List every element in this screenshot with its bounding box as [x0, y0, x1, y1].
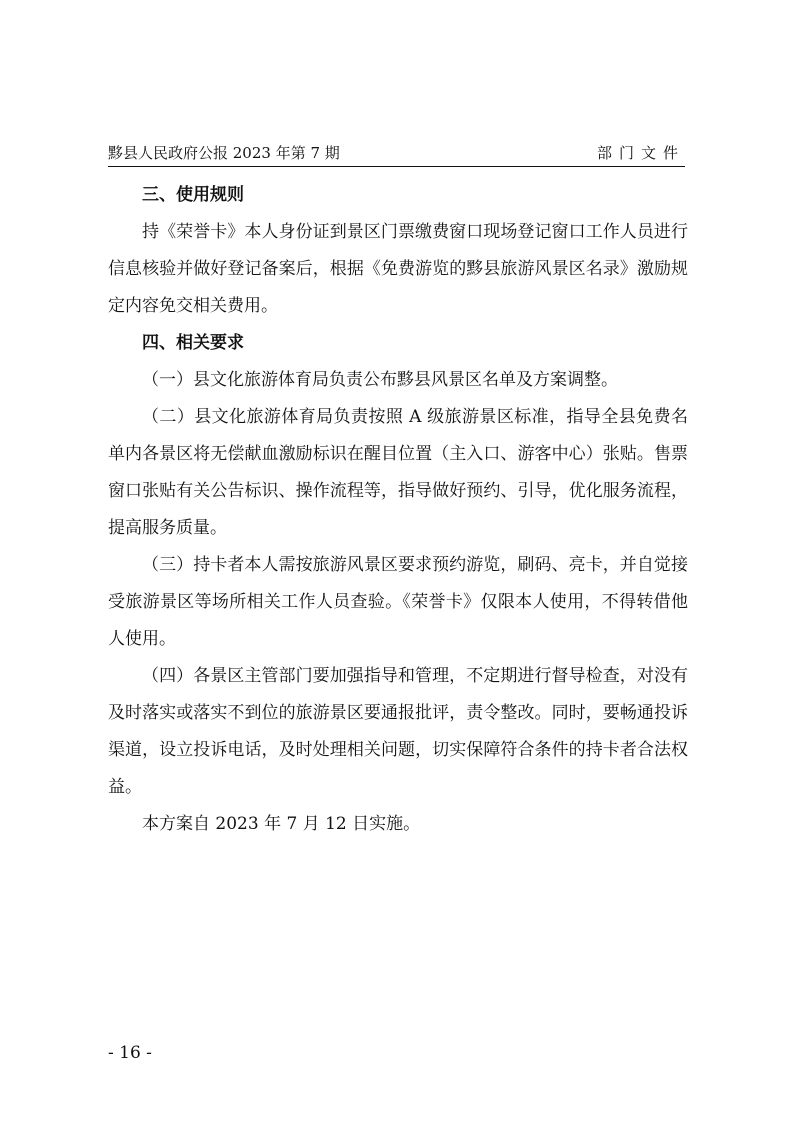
section-heading-requirements: 四、相关要求 — [142, 333, 244, 353]
page-number: - 16 - — [108, 1043, 152, 1063]
section-heading-usage-rules: 三、使用规则 — [142, 185, 244, 205]
page-header — [108, 142, 685, 167]
paragraph: 本方案自 2023 年 7 月 12 日实施。 — [142, 814, 421, 834]
paragraph: 持《荣誉卡》本人身份证到景区门票缴费窗口现场登记窗口工作人员进行信息核验并做好登记备案后，根据《免费游览的黟县旅游风景区名录》激励规定内容免交相关费用。 — [108, 222, 688, 316]
bulletin-title: 黟县人民政府公报 2023 年第 7 期 — [108, 144, 340, 162]
document-body — [108, 177, 688, 843]
paragraph: （一）县文化旅游体育局负责公布黟县风景区名单及方案调整。 — [142, 370, 618, 390]
paragraph: （四）各景区主管部门要加强指导和管理，不定期进行督导检查，对没有及时落实或落实不到位的旅游景区要通报批评，责令整改。同时，要畅通投诉渠道，设立投诉电话，及时处理相关问题，切实保障符合条件的持卡者合法权益。 — [108, 666, 688, 797]
section-label: 部门文件 — [596, 144, 685, 162]
paragraph: （二）县文化旅游体育局负责按照 A 级旅游景区标准，指导全县免费名单内各景区将无偿献血激励标识在醒目位置（主入口、游客中心）张贴。售票窗口张贴有关公告标识、操作流程等，指导做好预约、引导，优化服务流程，提高服务质量。 — [108, 407, 688, 538]
paragraph: （三）持卡者本人需按旅游风景区要求预约游览，刷码、亮卡，并自觉接受旅游景区等场所相关工作人员查验。《荣誉卡》仅限本人使用，不得转借他人使用。 — [108, 555, 688, 649]
